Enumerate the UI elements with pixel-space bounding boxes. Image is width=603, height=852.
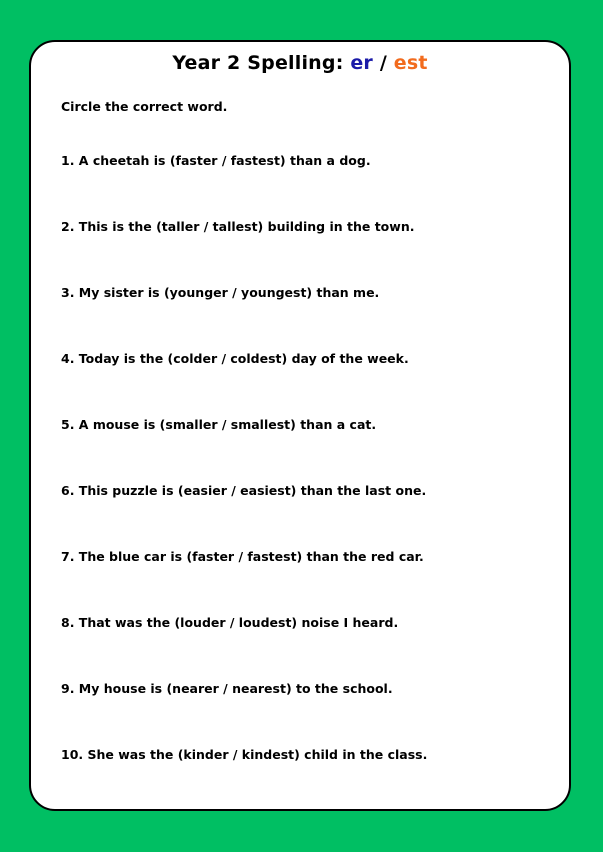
question-7: 7. The blue car is (faster / fastest) than the red car. [61,549,424,564]
worksheet-title [31,52,569,74]
question-6: 6. This puzzle is (easier / easiest) than the last one. [61,483,427,498]
question-4: 4. Today is the (colder / coldest) day of the week. [61,351,409,366]
worksheet-card [29,40,571,811]
title-separator: / [373,52,394,74]
question-8: 8. That was the (louder / loudest) noise I heard. [61,615,399,630]
question-10: 10. She was the (kinder / kindest) child in the class. [61,747,428,762]
question-1: 1. A cheetah is (faster / fastest) than a dog. [61,153,371,168]
title-er: er [350,52,373,74]
question-5: 5. A mouse is (smaller / smallest) than a cat. [61,417,377,432]
instruction-text: Circle the correct word. [61,99,228,114]
title-est: est [393,52,428,74]
question-3: 3. My sister is (younger / youngest) than me. [61,285,380,300]
question-2: 2. This is the (taller / tallest) building in the town. [61,219,415,234]
title-prefix: Year 2 Spelling: [172,52,351,74]
question-9: 9. My house is (nearer / nearest) to the school. [61,681,393,696]
